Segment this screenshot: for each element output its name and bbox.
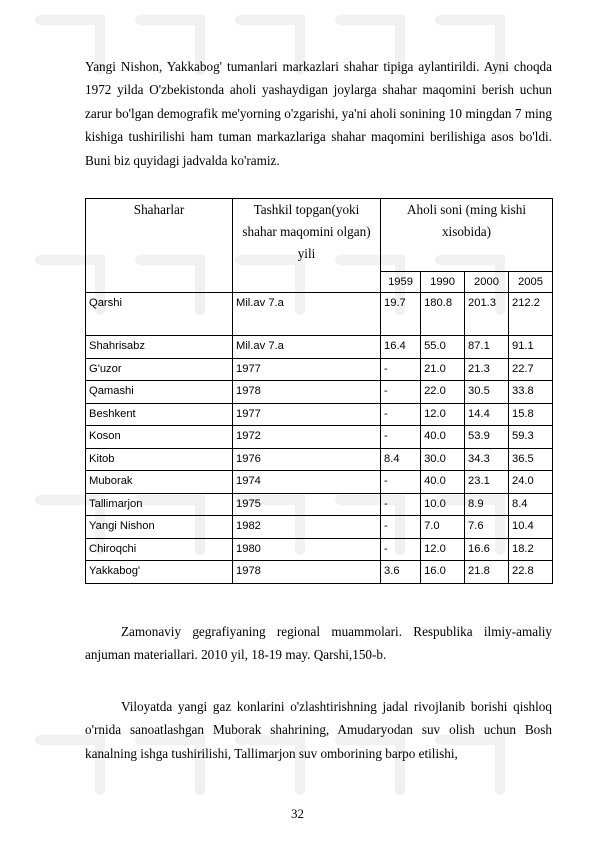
value-2005-cell: 36.5	[508, 448, 552, 471]
population-table	[85, 198, 553, 584]
value-2000-cell: 53.9	[465, 426, 509, 449]
value-2000-cell: 34.3	[465, 448, 509, 471]
founded-cell: 1974	[233, 471, 381, 494]
city-cell: Qamashi	[86, 381, 233, 404]
table-row	[86, 516, 553, 539]
founded-cell: 1976	[233, 448, 381, 471]
city-cell: Tallimarjon	[86, 493, 233, 516]
table-row	[86, 471, 553, 494]
closing-paragraph: Viloyatda yangi gaz konlarini o'zlashtirishning jadal rivojlanib borishi qishloq o'rnida sanoatlashgan Muborak shahrining, Amudaryodan suv olish uchun Bosh kanalning ishga tushirilishi, Tallimarjon suv omborining barpo etilishi,	[85, 699, 552, 761]
value-1959-cell: -	[381, 358, 421, 381]
value-1990-cell: 7.0	[421, 516, 465, 539]
city-cell: Yakkabog'	[86, 561, 233, 584]
header-population: Aholi soni (ming kishi xisobida)	[381, 199, 553, 272]
value-1990-cell: 55.0	[421, 336, 465, 359]
year-header-1990: 1990	[421, 272, 465, 293]
value-2005-cell: 18.2	[508, 538, 552, 561]
founded-cell: 1978	[233, 381, 381, 404]
value-2005-cell: 91.1	[508, 336, 552, 359]
table-row	[86, 403, 553, 426]
header-founded: Tashkil topgan(yoki shahar maqomini olgan) yili	[233, 199, 381, 293]
value-2005-cell: 22.8	[508, 561, 552, 584]
city-cell: Yangi Nishon	[86, 516, 233, 539]
table-row	[86, 426, 553, 449]
year-header-2005: 2005	[508, 272, 552, 293]
value-2000-cell: 87.1	[465, 336, 509, 359]
city-cell: Shahrisabz	[86, 336, 233, 359]
founded-cell: Mil.av 7.a	[233, 293, 381, 336]
year-header-2000: 2000	[465, 272, 509, 293]
value-1959-cell: -	[381, 493, 421, 516]
value-1990-cell: 40.0	[421, 471, 465, 494]
city-cell: Chiroqchi	[86, 538, 233, 561]
value-1990-cell: 21.0	[421, 358, 465, 381]
value-1990-cell: 22.0	[421, 381, 465, 404]
value-1990-cell: 30.0	[421, 448, 465, 471]
founded-cell: 1982	[233, 516, 381, 539]
value-1959-cell: -	[381, 381, 421, 404]
value-2000-cell: 14.4	[465, 403, 509, 426]
value-1959-cell: -	[381, 403, 421, 426]
founded-cell: 1975	[233, 493, 381, 516]
value-1959-cell: 8.4	[381, 448, 421, 471]
city-cell: Muborak	[86, 471, 233, 494]
value-2005-cell: 59.3	[508, 426, 552, 449]
value-2005-cell: 15.8	[508, 403, 552, 426]
table-row	[86, 358, 553, 381]
page-number: 32	[291, 806, 304, 821]
value-2000-cell: 8.9	[465, 493, 509, 516]
table-row	[86, 538, 553, 561]
city-cell: G'uzor	[86, 358, 233, 381]
value-2005-cell: 33.8	[508, 381, 552, 404]
city-cell: Kitob	[86, 448, 233, 471]
value-1959-cell: -	[381, 538, 421, 561]
year-header-1959: 1959	[381, 272, 421, 293]
founded-cell: 1977	[233, 403, 381, 426]
value-1990-cell: 12.0	[421, 538, 465, 561]
founded-cell: 1978	[233, 561, 381, 584]
value-1990-cell: 180.8	[421, 293, 465, 336]
value-1959-cell: -	[381, 471, 421, 494]
value-1959-cell: -	[381, 516, 421, 539]
value-1959-cell: -	[381, 426, 421, 449]
value-2005-cell: 24.0	[508, 471, 552, 494]
value-2000-cell: 7.6	[465, 516, 509, 539]
table-row	[86, 493, 553, 516]
value-2005-cell: 10.4	[508, 516, 552, 539]
value-1959-cell: 16.4	[381, 336, 421, 359]
founded-cell: Mil.av 7.a	[233, 336, 381, 359]
value-1990-cell: 16.0	[421, 561, 465, 584]
city-cell: Koson	[86, 426, 233, 449]
table-row	[86, 561, 553, 584]
table-row	[86, 336, 553, 359]
intro-paragraph: Yangi Nishon, Yakkabog' tumanlari markazlari shahar tipiga aylantirildi. Ayni choqda 1972 yilda O'zbekistonda aholi yashaydigan joylarga shahar maqomini berish uchun zarur bo'lgan demografik me'yorning o'zgarishi, ya'ni aholi sonining 10 mingdan 7 ming kishiga tushirilishi ham tuman markazlariga shahar maqomini berilishiga asos bo'ldi. Buni biz quyidagi jadvalda ko'ramiz.	[85, 59, 552, 168]
source-paragraph: Zamonaviy gegrafiyaning regional muammolari. Respublika ilmiy-amaliy anjuman materiallari. 2010 yil, 18-19 may. Qarshi,150-b.	[85, 624, 552, 663]
city-cell: Beshkent	[86, 403, 233, 426]
value-2000-cell: 30.5	[465, 381, 509, 404]
founded-cell: 1980	[233, 538, 381, 561]
table-row	[86, 381, 553, 404]
value-2005-cell: 8.4	[508, 493, 552, 516]
value-1990-cell: 40.0	[421, 426, 465, 449]
value-1990-cell: 10.0	[421, 493, 465, 516]
value-2000-cell: 23.1	[465, 471, 509, 494]
value-1959-cell: 3.6	[381, 561, 421, 584]
value-2000-cell: 201.3	[465, 293, 509, 336]
value-2000-cell: 21.3	[465, 358, 509, 381]
city-cell: Qarshi	[86, 293, 233, 336]
value-2000-cell: 16.6	[465, 538, 509, 561]
table-row	[86, 293, 553, 336]
value-2000-cell: 21.8	[465, 561, 509, 584]
founded-cell: 1977	[233, 358, 381, 381]
founded-cell: 1972	[233, 426, 381, 449]
value-1959-cell: 19.7	[381, 293, 421, 336]
value-1990-cell: 12.0	[421, 403, 465, 426]
header-cities: Shaharlar	[86, 199, 233, 293]
table-row	[86, 448, 553, 471]
value-2005-cell: 212.2	[508, 293, 552, 336]
value-2005-cell: 22.7	[508, 358, 552, 381]
